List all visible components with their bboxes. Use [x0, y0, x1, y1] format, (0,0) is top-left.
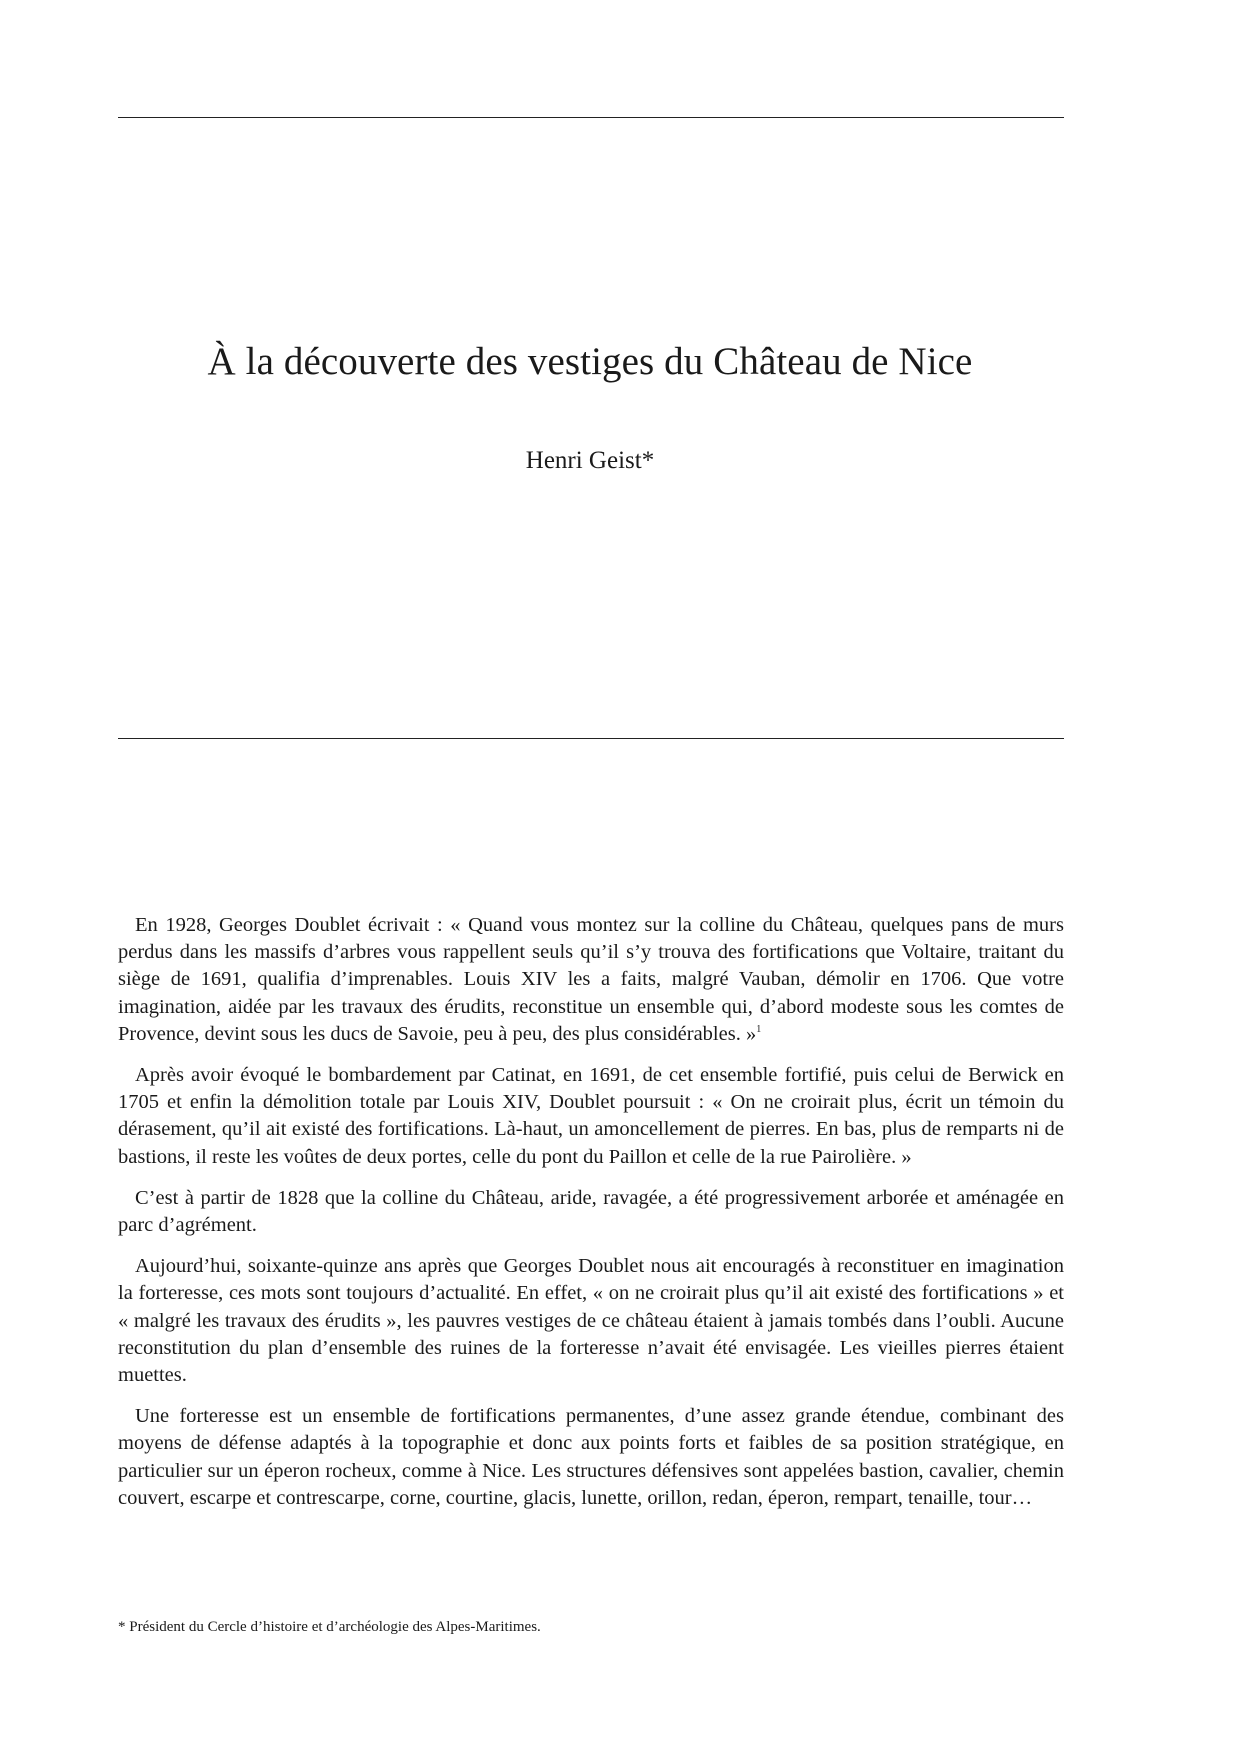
paragraph-1-text: En 1928, Georges Doublet écrivait : « Quand vous montez sur la colline du Château, quelques pans de murs perdus dans les massifs d’arbres vous rappellent seuls qu’il s’y trouva des fortifications que Voltaire, traitant du siège de 1691, qualifia d’imprenables. Louis XIV les a faits, malgré Vauban, démolir en 1706. Que votre imagination, aidée par les travaux des érudits, reconstitue un ensemble qui, d’abord modeste sous les comtes de Provence, devint sous les ducs de Savoie, peu à peu, des plus considérables. » [118, 914, 1064, 1045]
header-bottom-rule [118, 738, 1064, 739]
article-title: À la découverte des vestiges du Château de Nice [207, 340, 973, 383]
paragraph-5: Une forteresse est un ensemble de fortifications permanentes, d’une assez grande étendue, combinant des moyens de défense adaptés à la topographie et donc aux points forts et faibles de sa position stratégique, en particulier sur un éperon rocheux, comme à Nice. Les structures défensives sont appelées bastion, cavalier, chemin couvert, escarpe et contrescarpe, corne, courtine, glacis, lunette, orillon, redan, éperon, rempart, tenaille, tour… [118, 1405, 1064, 1509]
top-rule [118, 117, 1064, 118]
paragraph-4: Aujourd’hui, soixante-quinze ans après que Georges Doublet nous ait encouragés à reconstituer en imagination la forteresse, ces mots sont toujours d’actualité. En effet, « on ne croirait plus qu’il ait existé des fortifications » et « malgré les travaux des érudits », les pauvres vestiges de ce château étaient à jamais tombés dans l’oubli. Aucune reconstitution du plan d’ensemble des ruines de la forteresse n’avait été envisagée. Les vieilles pierres étaient muettes. [118, 1255, 1064, 1387]
article-body [118, 912, 1064, 1526]
footnote-ref-1: 1 [756, 1023, 762, 1035]
paragraph-1 [118, 912, 1064, 1048]
paragraph-2: Après avoir évoqué le bombardement par Catinat, en 1691, de cet ensemble fortifié, puis celui de Berwick en 1705 et enfin la démolition totale par Louis XIV, Doublet poursuit : « On ne croirait plus, écrit un témoin du dérasement, qu’il ait existé des fortifications. Là-haut, un amoncellement de pierres. En bas, plus de remparts ni de bastions, il reste les voûtes de deux portes, celle du pont du Paillon et celle de la rue Pairolière. » [118, 1064, 1064, 1168]
article-author: Henri Geist* [525, 447, 655, 474]
paragraph-3: C’est à partir de 1828 que la colline du Château, aride, ravagée, a été progressivement arborée et aménagée en parc d’agrément. [118, 1186, 1064, 1237]
author-footnote: * Président du Cercle d’histoire et d’archéologie des Alpes-Maritimes. [118, 1619, 541, 1635]
